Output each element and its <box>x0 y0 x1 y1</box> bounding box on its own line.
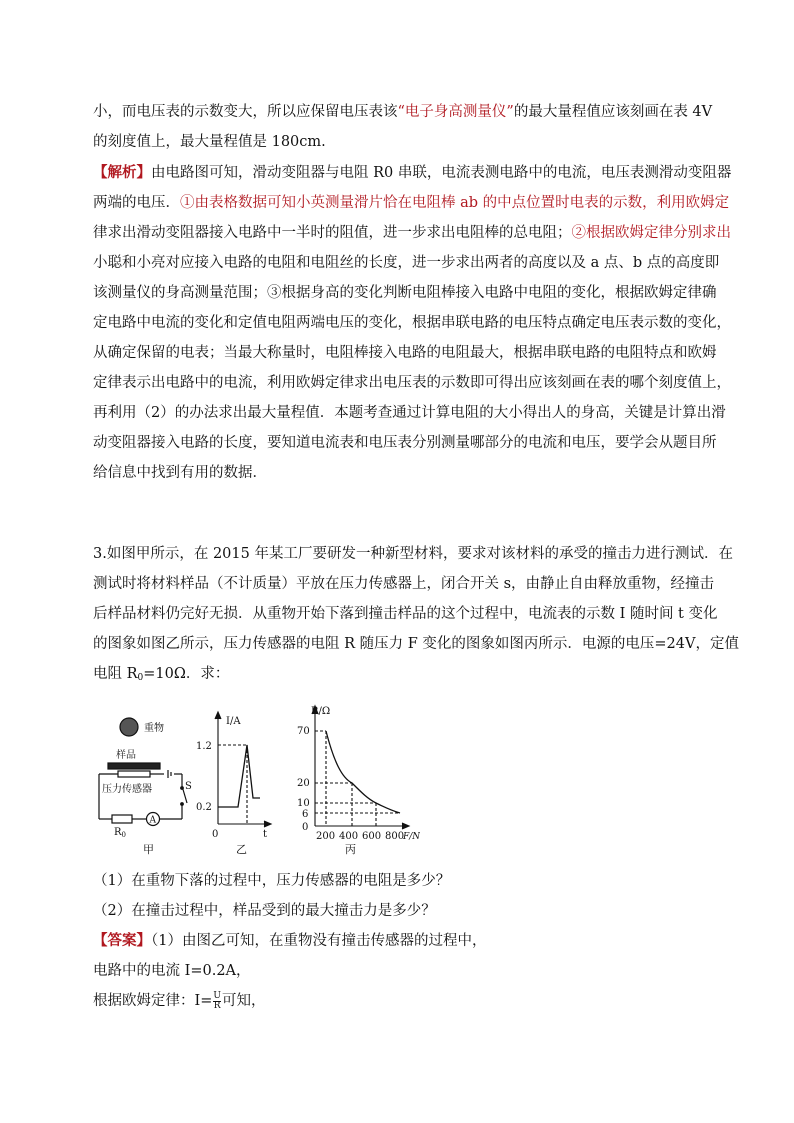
sample-plate <box>108 763 160 769</box>
text-run: 律求出滑动变阻器接入电路中一半时的阻值，进一步求出电阻棒的总电阻； <box>93 225 572 241</box>
subscript: 0 <box>137 673 144 683</box>
analysis-line-3 <box>93 218 731 248</box>
bing-ytick-6: 6 <box>302 809 309 820</box>
problem-line-2: 测试时将材料样品（不计质量）平放在压力传感器上，闭合开关 s，由静止自由释放重物，经撞击 <box>93 576 715 592</box>
question-2: （2）在撞击过程中，样品受到的最大撞击力是多少？ <box>93 903 436 919</box>
yi-ytick-2: 0.2 <box>196 802 212 813</box>
text-run: 的最大量程值应该刻画在表 4V <box>513 104 713 120</box>
text-run: 可知， <box>221 993 266 1009</box>
resistor-label: $R_0$ <box>114 827 126 839</box>
text-run: 该测量仪的身高测量范围；③根据身高的变化判断电阻棒接入电路中电阻的变化，根据欧姆定律确 <box>93 285 717 301</box>
highlight-run: ①由表格数据可知小英测量滑片恰在电阻棒 ab 的中点位置时电表的示数，利用欧姆定 <box>180 195 730 211</box>
analysis-line-1 <box>93 158 732 188</box>
continuation-line-2 <box>93 127 705 157</box>
question-1: （1）在重物下落的过程中，压力传感器的电阻是多少？ <box>93 873 451 889</box>
answer-label: 【答案】 <box>93 932 151 949</box>
quoted-device-name: “电子身高测量仪” <box>397 104 514 120</box>
problem-line-1: 3.如图甲所示，在 2015 年某工厂要研发一种新型材料，要求对该材料的承受的撞击力进行测试．在 <box>93 546 733 562</box>
bing-xlabel: F/N <box>403 832 420 842</box>
text-run: 由电路图可知，滑动变阻器与电阻 R0 串联，电流表测电路中的电流，电压表测滑动变阻器 <box>151 165 732 181</box>
analysis-line-8 <box>93 368 731 398</box>
questions-answer <box>93 866 705 1016</box>
text-run: 动变阻器接入电路的长度，要知道电流表和电压表分别测量哪部分的电流和电压，要学会从题目所 <box>93 435 717 451</box>
ohms-law-fraction <box>213 992 221 1011</box>
problem-line-4: 的图象如图乙所示，压力传感器的电阻 R 随压力 F 变化的图象如图丙所示．电源的电压=24V，定值 <box>93 636 739 652</box>
text-run: 从确定保留的电表；当最大称量时，电阻棒接入电路的电阻最大，根据串联电路的电阻特点和欧姆 <box>93 345 717 361</box>
resistor-r0 <box>112 815 132 823</box>
yi-ylabel: I/A <box>226 716 241 727</box>
problem-paragraph <box>93 539 739 689</box>
text-run: 定律表示出电路中的电流，利用欧姆定律求出电压表的示数即可得出应该刻画在表的哪个刻度值上， <box>93 375 731 391</box>
problem-figure <box>90 700 420 860</box>
answer-line-1 <box>93 926 705 956</box>
text-run: （1）由图乙可知，在重物没有撞击传感器的过程中， <box>151 933 487 949</box>
answer-line-2: 电路中的电流 I=0.2A， <box>93 963 251 979</box>
yi-origin: 0 <box>212 829 219 840</box>
yi-ytick-1: 1.2 <box>196 741 212 752</box>
switch-label: S <box>185 781 192 792</box>
fraction-numerator: U <box>213 990 221 1001</box>
analysis-line-7 <box>93 338 717 368</box>
bing-xtick-400: 400 <box>339 831 359 842</box>
text-run: 小聪和小亮对应接入电路的电阻和电阻丝的长度，进一步求出两者的高度以及 a 点、b 点的高度即 <box>93 255 720 271</box>
problem-line-5 <box>93 659 705 689</box>
analysis-line-5 <box>93 278 717 308</box>
yi-current-curve <box>218 745 260 807</box>
ammeter-label: A <box>149 815 156 826</box>
text-run: 两端的电压． <box>93 195 180 211</box>
sample-label: 样品 <box>116 750 136 761</box>
weight-label: 重物 <box>144 723 164 734</box>
analysis-line-6 <box>93 308 731 338</box>
bing-resistance-curve <box>326 731 400 813</box>
analysis-line-11 <box>93 458 705 488</box>
text-run: 电阻 R <box>93 666 138 682</box>
caption-jia: 甲 <box>143 843 154 856</box>
text-run: 小，而电压表的示数变大，所以应保留电压表该 <box>93 104 398 120</box>
bing-origin: 0 <box>302 822 309 833</box>
text-run: =10Ω．求： <box>143 666 230 682</box>
circuit-diagram-jia <box>99 718 192 856</box>
analysis-line-4 <box>93 248 720 278</box>
text-run: 再利用（2）的办法求出最大量程值．本题考查通过计算电阻的大小得出人的身高，关键是计算出滑 <box>93 405 726 421</box>
highlight-run: ②根据欧姆定律分别求出 <box>571 225 731 241</box>
bing-ytick-70: 70 <box>297 726 310 737</box>
text-run: 的刻度值上，最大量程值是 180cm. <box>93 134 326 150</box>
analysis-label: 【解析】 <box>93 164 151 181</box>
caption-bing: 丙 <box>345 843 356 856</box>
caption-yi: 乙 <box>236 843 247 856</box>
problem-line-3: 后样品材料仍完好无损．从重物开始下落到撞击样品的这个过程中，电流表的示数 I 随时间 t 变化 <box>93 606 718 622</box>
answer-line-3 <box>93 986 705 1016</box>
graph-bing <box>297 706 420 856</box>
bing-xtick-600: 600 <box>362 831 382 842</box>
bing-xtick-800: 800 <box>385 831 405 842</box>
yi-xlabel: t <box>263 829 268 840</box>
graph-yi <box>196 712 271 856</box>
analysis-paragraph <box>93 158 732 488</box>
weight-ball <box>120 718 138 736</box>
text-run: 定电路中电流的变化和定值电阻两端电压的变化，根据串联电路的电压特点确定电压表示数的变化， <box>93 315 731 331</box>
bing-ylabel: R/Ω <box>311 706 331 717</box>
continuation-line-1 <box>93 97 713 127</box>
pressure-sensor-box <box>118 771 150 777</box>
fraction-denominator: R <box>213 1000 221 1011</box>
bing-ytick-10: 10 <box>297 798 310 809</box>
analysis-line-10 <box>93 428 717 458</box>
continuation-paragraph <box>93 97 713 157</box>
bing-ytick-20: 20 <box>297 778 310 789</box>
sensor-label: 压力传感器 <box>102 784 152 795</box>
bing-xtick-200: 200 <box>316 831 336 842</box>
text-run: 给信息中找到有用的数据． <box>93 465 267 481</box>
text-run: 根据欧姆定律：I= <box>93 993 213 1009</box>
analysis-line-2 <box>93 188 730 218</box>
analysis-line-9 <box>93 398 726 428</box>
